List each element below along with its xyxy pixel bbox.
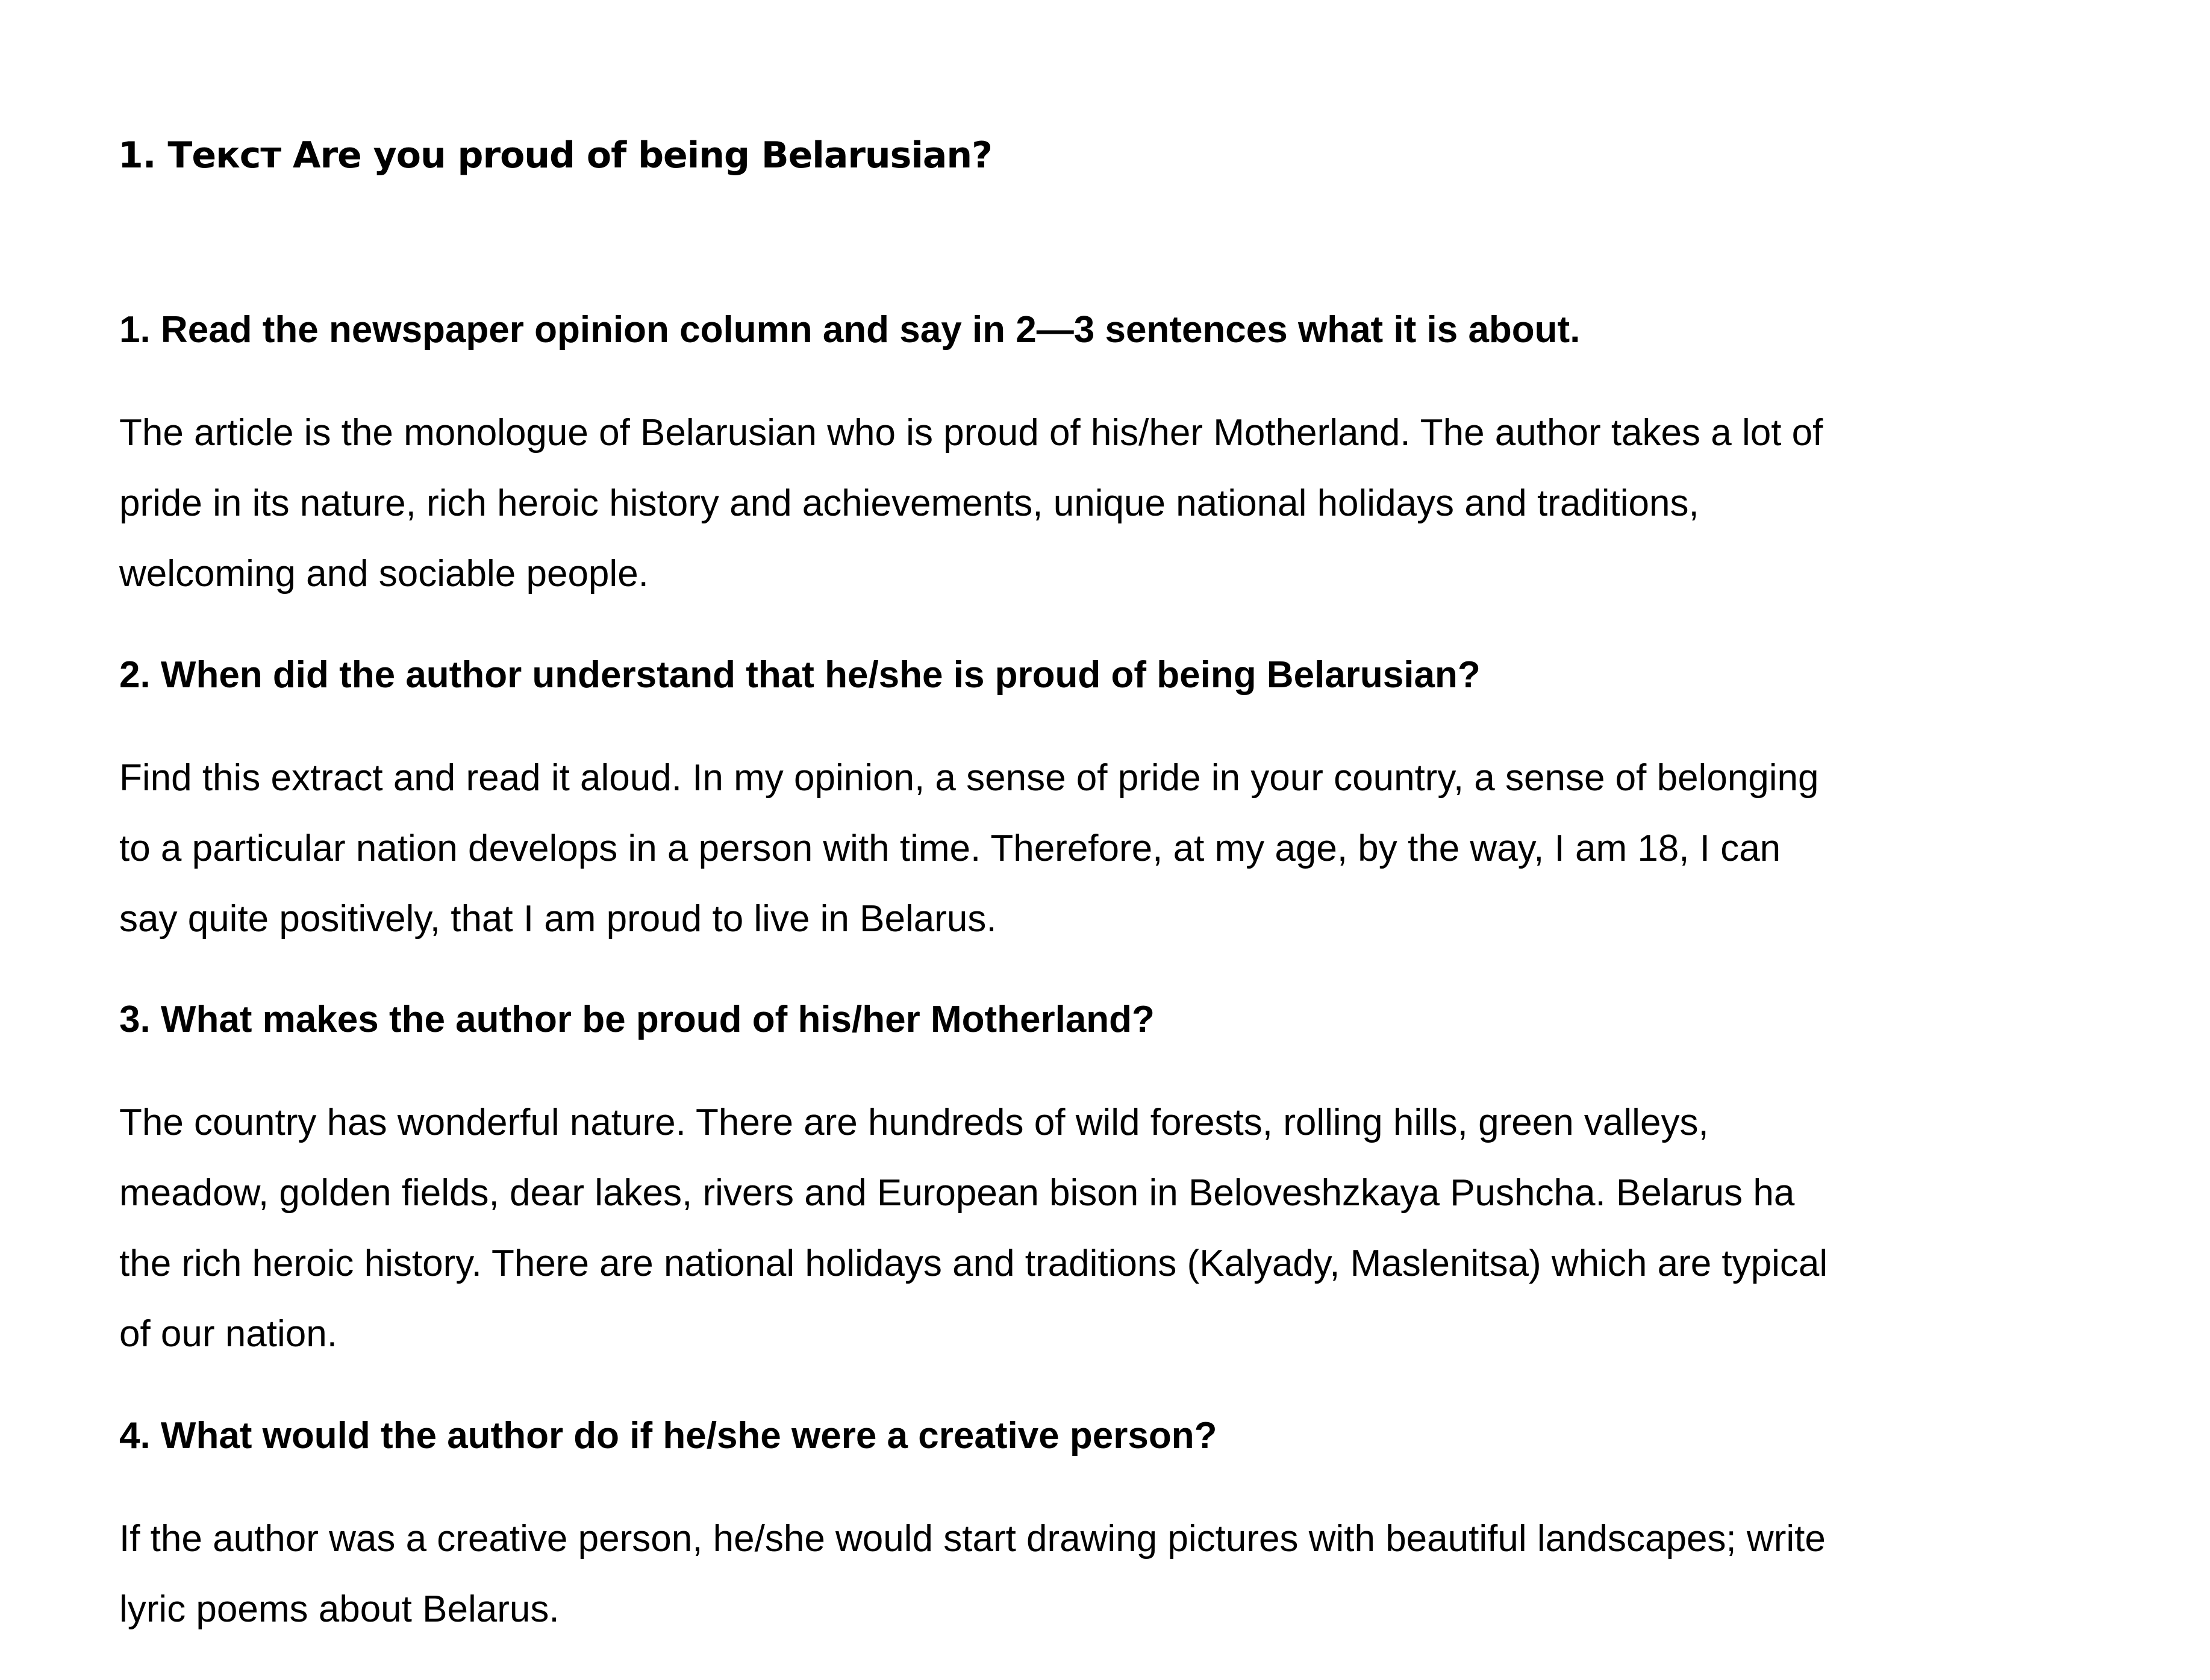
answer-4 [119, 1504, 2071, 1644]
answer-1 [119, 398, 2071, 609]
answer-1-line: welcoming and sociable people. [119, 553, 649, 595]
answer-3-line: meadow, golden fields, dear lakes, rivers and European bison in Beloveshzkaya Pushcha. Belarus ha [119, 1172, 1795, 1214]
answer-1-line: pride in its nature, rich heroic history and achievements, unique national holidays and traditions, [119, 482, 1699, 524]
answer-3-line: of our nation. [119, 1313, 337, 1355]
answer-3-line: the rich heroic history. There are national holidays and traditions (Kalyady, Maslenitsa) which are typical [119, 1243, 1828, 1284]
answer-2-line: Find this extract and read it aloud. In my opinion, a sense of pride in your country, a sense of belonging [119, 757, 1819, 799]
question-2: 2. When did the author understand that he/she is proud of being Belarusian? [119, 654, 1481, 696]
answer-2-line: to a particular nation develops in a person with time. Therefore, at my age, by the way, I am 18, I can [119, 828, 1781, 869]
question-4: 4. What would the author do if he/she were a creative person? [119, 1415, 1217, 1457]
answer-3 [119, 1087, 2071, 1369]
answer-2 [119, 743, 2071, 954]
question-1: 1. Read the newspaper opinion column and say in 2—3 sentences what it is about. [119, 309, 1581, 351]
question-3: 3. What makes the author be proud of his/her Motherland? [119, 999, 1155, 1040]
answer-4-line: lyric poems about Belarus. [119, 1588, 560, 1630]
answer-1-line: The article is the monologue of Belarusian who is proud of his/her Motherland. The author takes a lot of [119, 412, 1823, 454]
answer-3-line: The country has wonderful nature. There are hundreds of wild forests, rolling hills, green valleys, [119, 1102, 1709, 1143]
answer-2-line: say quite positively, that I am proud to live in Belarus. [119, 898, 997, 940]
document-title: 1. Текст Are you proud of being Belarusian? [118, 134, 992, 176]
answer-4-line: If the author was a creative person, he/she would start drawing pictures with beautiful landscapes; write [119, 1518, 1826, 1560]
